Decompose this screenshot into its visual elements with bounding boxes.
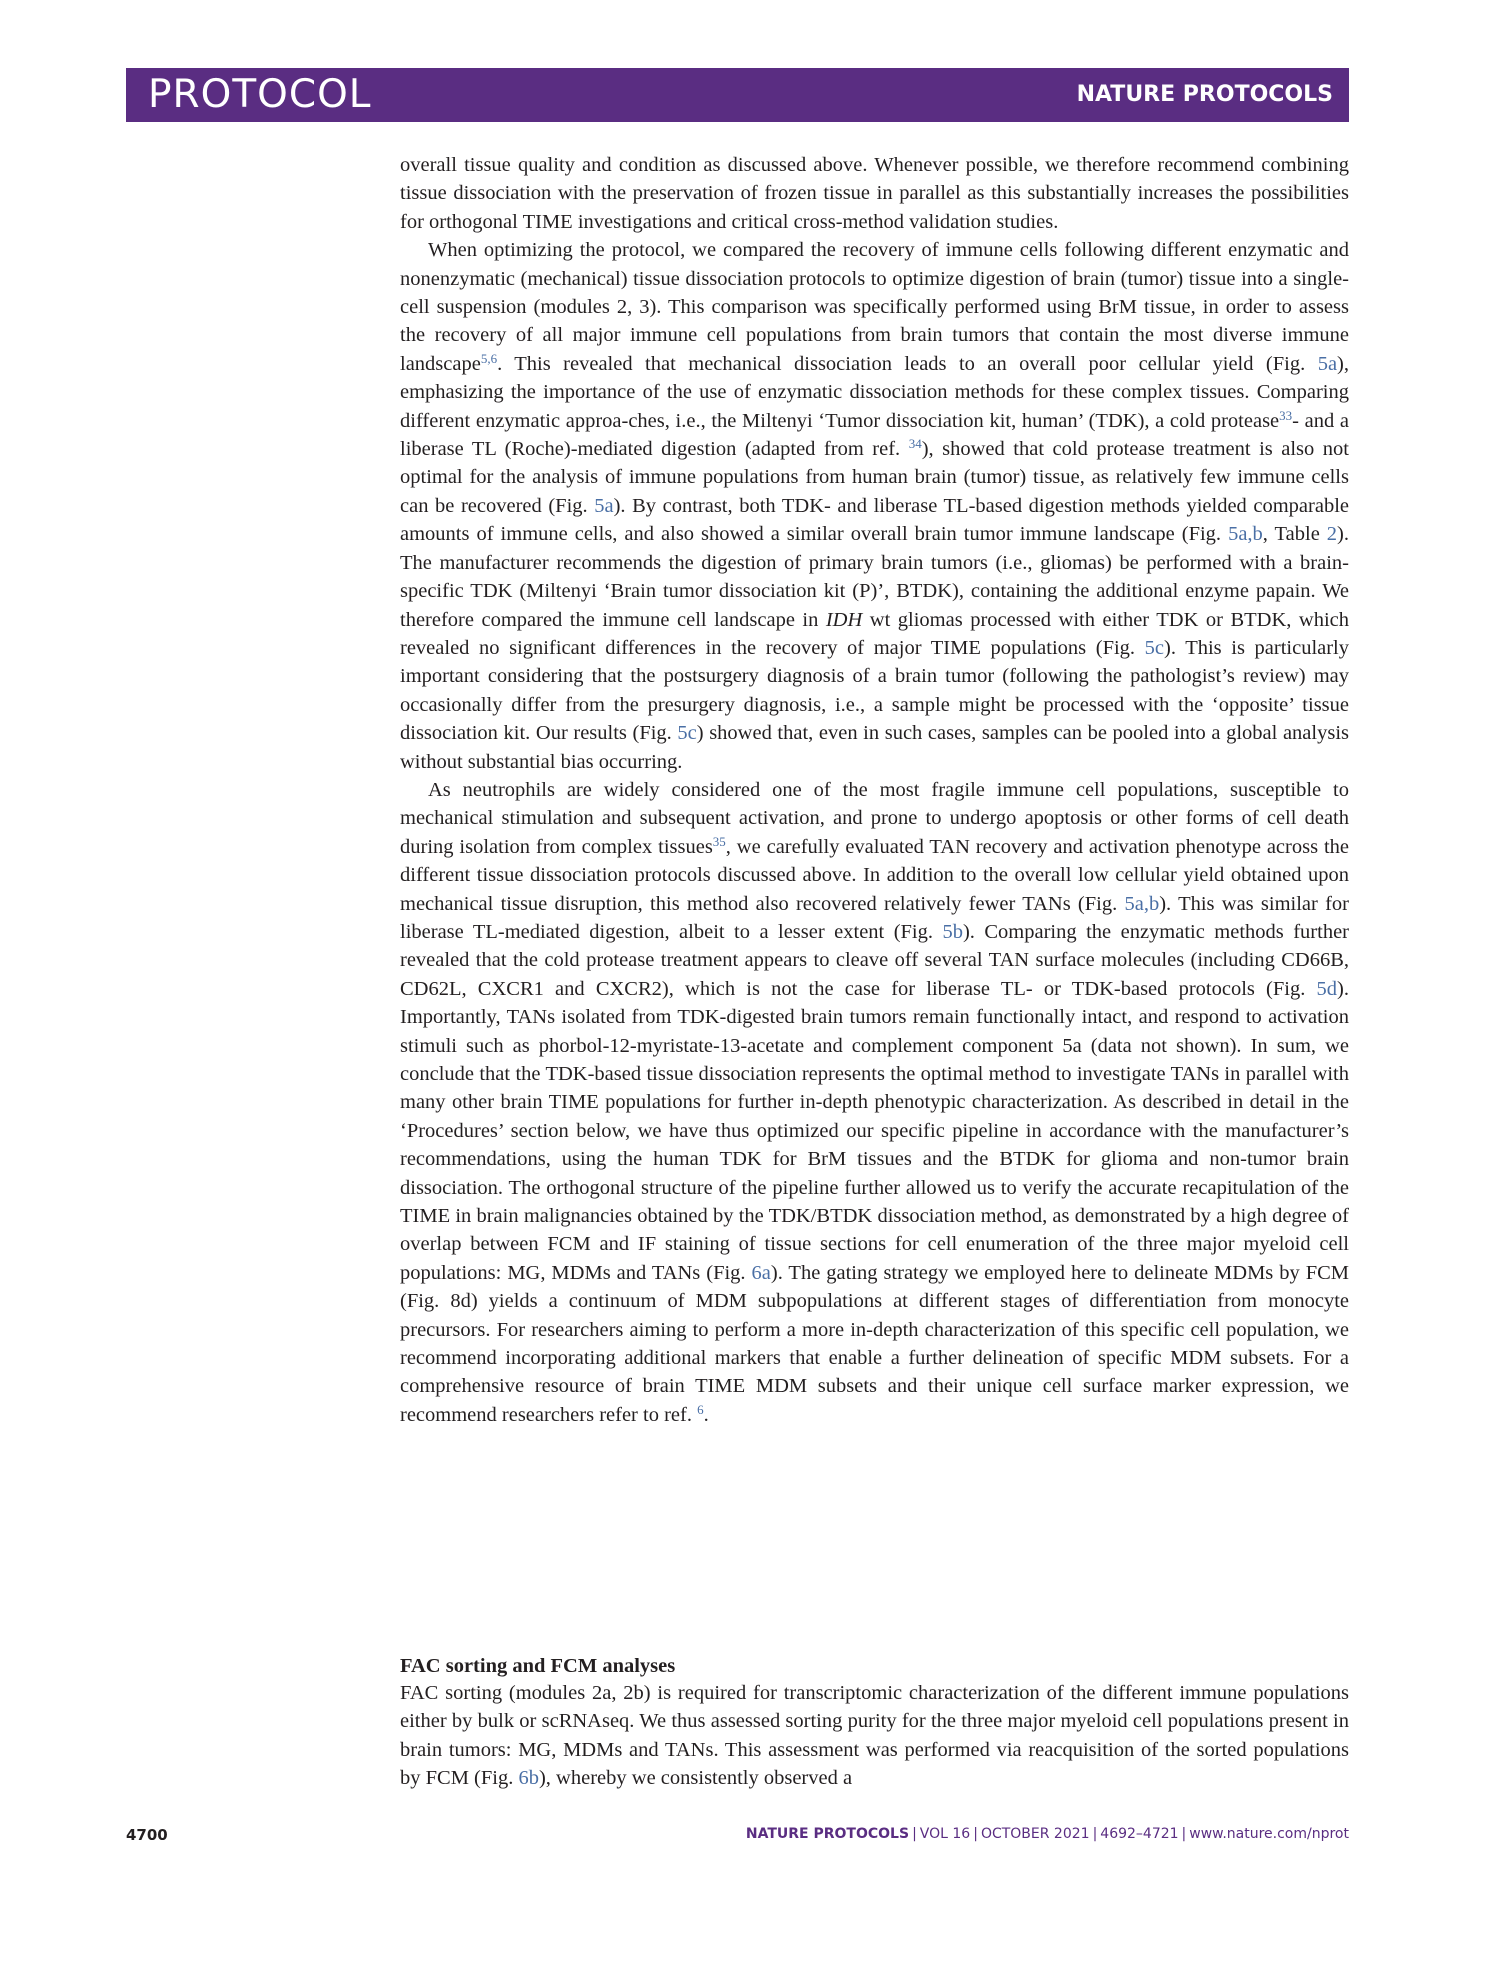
figure-link[interactable]: 6b <box>518 1767 539 1790</box>
ref-link[interactable]: 34 <box>908 436 922 452</box>
figure-link[interactable]: 5b <box>942 920 963 943</box>
footer-volume: VOL 16 <box>919 1826 971 1842</box>
paragraph-3: As neutrophils are widely considered one of the most fragile immune cell populations, susceptible to mechanical stimulation and subsequent activation, and prone to undergo apoptosis or other forms of cell death during isolation from complex tissues$^{35}$, we carefully evaluated TAN recovery and activation phenotype across the different tissue dissociation protocols discussed above. In addition to the overall low cellular yield obtained upon mechanical tissue disruption, this method also recovered relatively fewer TANs (Fig. 5a,b). This was similar for liberase TL-mediated digestion, albeit to a lesser extent (Fig. 5b). Comparing the enzymatic methods further revealed that the cold protease treatment appears to cleave off several TAN surface molecules (including CD66B, CD62L, CXCR1 and CXCR2), which is not the case for liberase TL- or TDK-based protocols (Fig. 5d). Importantly, TANs isolated from TDK-digested brain tumors remain functionally intact, and respond to activation stimuli such as phorbol-12-myristate-13-acetate and complement component 5a (data not shown). In sum, we conclude that the TDK-based tissue dissociation represents the optimal method to investigate TANs in parallel with many other brain TIME populations for further in-depth phenotypic characterization. As described in detail in the ‘Procedures’ section below, we have thus optimized our specific pipeline in accordance with the manufacturer’s recommendations, using the human TDK for BrM tissues and the BTDK for glioma and non-tumor brain dissociation. The orthogonal structure of the pipeline further allowed us to verify the accurate recapitulation of the TIME in brain malignancies obtained by the TDK/BTDK dissociation method, as demonstrated by a high degree of overlap between FCM and IF staining of tissue sections for cell enumeration of the three major myeloid cell populations: MG, MDMs and TANs (Fig. 6a). The gating strategy we employed here to delineate MDMs by FCM (Fig. 8d) yields a continuum of MDM subpopulations at different stages of differentiation from monocyte precursors. For researchers aiming to perform a more in-depth characterization of this specific cell population, we recommend incorporating additional markers that enable a further delineation of specific MDM subsets. For a comprehensive resource of brain TIME MDM subsets and their unique cell surface marker expression, we recommend researchers refer to ref. $^6$. <box>400 778 1350 1426</box>
footer-pages: 4692–4721 <box>1100 1826 1179 1842</box>
figure-link[interactable]: 5a,b <box>1228 523 1263 546</box>
footer-url[interactable]: www.nature.com/nprot <box>1189 1826 1349 1842</box>
figure-link[interactable]: 5d <box>1316 977 1338 1000</box>
page-number: 4700 <box>126 1826 168 1844</box>
header-journal-name: NATURE PROTOCOLS <box>1076 82 1333 107</box>
paragraph-1: overall tissue quality and condition as discussed above. Whenever possible, we therefore recommend combining tissue dissociation with the preservation of frozen tissue in parallel as this substantially increases the possibilities for orthogonal TIME investigations and critical cross-method validation studies. <box>400 154 1349 233</box>
section-text <box>400 1679 1349 1793</box>
figure-link[interactable]: 5a <box>594 494 614 517</box>
figure-link[interactable]: 5c <box>677 722 697 745</box>
paragraph-2: When optimizing the protocol, we compared the recovery of immune cells following different enzymatic and nonenzymatic (mechanical) tissue dissociation protocols to optimize digestion of brain (tumor) tissue into a single-cell suspension (modules 2, 3). This comparison was specifically performed using BrM tissue, in order to assess the recovery of all major immune cell populations from brain tumors that contain the most diverse immune landscape$^{5,6}$. This revealed that mechanical dissociation leads to an overall poor cellular yield (Fig. 5a), emphasizing the importance of the use of enzymatic dissociation methods for these complex tissues. Comparing different enzymatic approa-ches, i.e., the Miltenyi ‘Tumor dissociation kit, human’ (TDK), a cold protease$^{33}$- and a liberase TL (Roche)-mediated digestion (adapted from ref. $^{34}$), showed that cold protease treatment is also not optimal for the analysis of immune populations from human brain (tumor) tissue, as relatively few immune cells can be recovered (Fig. 5a). By contrast, both TDK- and liberase TL-based digestion methods yielded comparable amounts of immune cells, and also showed a similar overall brain tumor immune landscape (Fig. 5a,b, Table 2). The manufacturer recommends the digestion of primary brain tumors (i.e., gliomas) be performed with a brain-specific TDK (Miltenyi ‘Brain tumor dissociation kit (P)’, BTDK), containing the additional enzyme papain. We therefore compared the immune cell landscape in IDH wt gliomas processed with either TDK or BTDK, which revealed no significant differences in the recovery of major TIME populations (Fig. 5c). This is particularly important considering that the postsurgery diagnosis of a brain tumor (following the pathologist’s review) may occasionally differ from the presurgery diagnosis, i.e., a sample might be processed with the ‘opposite’ tissue dissociation kit. Our results (Fig. 5c) showed that, even in such cases, samples can be pooled into a global analysis without substantial bias occurring. <box>400 239 1350 773</box>
ref-link[interactable]: 5,6 <box>480 350 498 366</box>
figure-link[interactable]: 6a <box>751 1261 771 1284</box>
ref-link[interactable]: 35 <box>712 833 726 849</box>
ref-link[interactable]: 6 <box>697 1401 704 1417</box>
section-heading: FAC sorting and FCM analyses <box>400 1655 676 1677</box>
figure-link[interactable]: 5a <box>1317 352 1338 375</box>
ref-link[interactable]: 33 <box>1279 407 1293 423</box>
paragraph-4: FAC sorting (modules 2a, 2b) is required for transcriptomic characterization of the different immune populations either by bulk or scRNAseq. We thus assessed sorting purity for the three major myeloid cell populations present in brain tumors: MG, MDMs and TANs. This assessment was performed via reacquisition of the sorted populations by FCM (Fig. 6b), whereby we consistently observed a <box>400 1682 1349 1790</box>
table-link[interactable]: 2 <box>1326 523 1338 546</box>
figure-link[interactable]: 5a,b <box>1124 892 1160 915</box>
footer-journal: NATURE PROTOCOLS <box>745 1826 910 1842</box>
header-section-label: PROTOCOL <box>148 72 372 117</box>
figure-link[interactable]: 5c <box>1144 636 1165 659</box>
footer-citation: NATURE PROTOCOLS | VOL 16 | OCTOBER 2021 | 4692–4721 | www.nature.com/nprot <box>745 1826 1349 1842</box>
main-text <box>400 151 1349 1429</box>
header-bar <box>126 68 1349 122</box>
footer-date: OCTOBER 2021 <box>980 1826 1090 1842</box>
